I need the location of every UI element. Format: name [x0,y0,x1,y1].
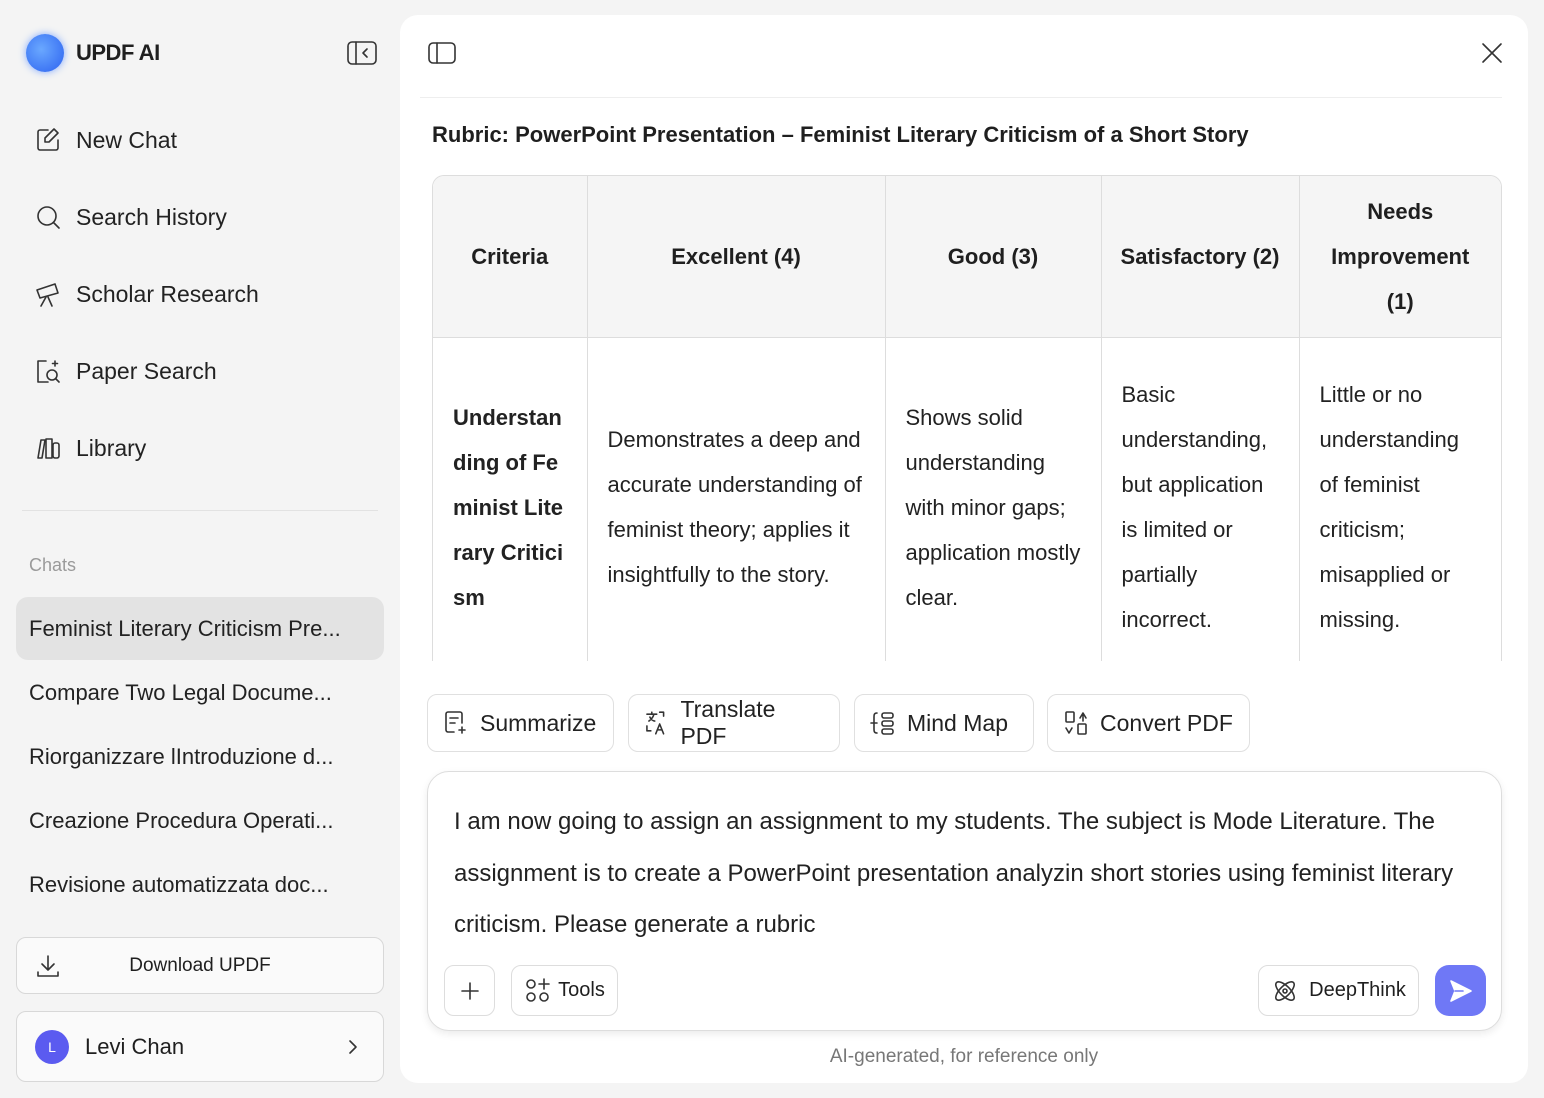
chat-item[interactable]: Revisione automatizzata doc... [29,871,329,897]
chat-input-box[interactable] [427,771,1502,1031]
rubric-title: Rubric: PowerPoint Presentation – Feminist Literary Criticism of a Short Story [432,122,1249,147]
header-satisfactory: Satisfactory (2) [1101,176,1299,337]
atom-icon [1271,977,1299,1005]
translate-icon [643,709,670,737]
header-criteria: Criteria [433,176,587,337]
header-good: Good (3) [885,176,1101,337]
cell-needs-improvement: Little or no understanding of feminist criticism; misapplied or missing. [1319,382,1459,633]
mind-map-icon [869,709,897,737]
translate-pdf-button[interactable]: Translate PDF [628,694,840,752]
close-button[interactable] [1480,41,1504,70]
nav-new-chat[interactable]: New Chat [34,120,177,160]
header-needs-improvement: Needs Improvement (1) [1299,176,1501,337]
chat-item[interactable]: Riorganizzare lIntroduzione d... [29,743,334,769]
avatar: L [35,1030,69,1064]
cell-good: Shows solid understanding with minor gaps; application mostly clear. [885,337,1101,661]
nav-scholar-research[interactable]: Scholar Research [34,274,259,314]
chat-item[interactable]: Compare Two Legal Docume... [29,679,332,705]
chat-item[interactable]: Feminist Literary Criticism Pre... [16,597,384,660]
library-icon [34,434,62,462]
chats-heading: Chats [29,555,77,575]
close-icon [1480,41,1504,65]
sidebar-divider [22,510,378,511]
disclaimer: AI-generated, for reference only [829,1046,1099,1067]
convert-icon [1062,709,1090,737]
rubric-table [432,175,1502,661]
tools-button[interactable]: Tools [511,965,618,1016]
cell-criteria: Understanding of Feminist Literary Criticism [433,337,587,661]
edit-icon [34,126,62,154]
telescope-icon [34,280,62,308]
plus-icon [460,981,480,1001]
add-attachment-button[interactable] [444,965,495,1016]
chat-item[interactable]: Creazione Procedura Operati... [29,807,334,833]
prompt-text[interactable]: I am now going to assign an assignment to my students. The subject is Mode Literature. The assignment is to create a PowerPoint presentation analyzin short stories using feminist literary criticism. Please generate a rubric [454,808,1454,938]
cell-excellent: Demonstrates a deep and accurate understanding of feminist theory; applies it insightfully to the story. [587,337,885,661]
send-button[interactable] [1435,965,1486,1016]
user-name: Levi Chan [85,1033,185,1059]
send-icon [1448,978,1474,1004]
summarize-button[interactable]: Summarize [427,694,614,752]
user-profile[interactable] [16,1011,384,1082]
search-icon [34,203,62,231]
download-icon [35,953,61,979]
nav-library[interactable]: Library [34,428,146,468]
header-excellent: Excellent (4) [587,176,885,337]
paper-search-icon [34,357,62,385]
deepthink-toggle[interactable]: DeepThink [1258,965,1419,1016]
convert-pdf-button[interactable]: Convert PDF [1047,694,1250,752]
download-updf-button[interactable]: Download UPDF [16,937,384,994]
chevron-right-icon [345,1037,361,1057]
cell-satisfactory: Basic understanding, but application is limited or partially incorrect. [1101,337,1299,661]
brand-name: UPDF AI [76,40,160,65]
header-divider [420,97,1502,98]
updf-logo [26,34,64,72]
toggle-panel-button[interactable] [427,40,457,71]
nav-paper-search[interactable]: Paper Search [34,351,217,391]
mind-map-button[interactable]: Mind Map [854,694,1034,752]
table-row [433,337,1501,661]
collapse-sidebar-button[interactable] [346,40,378,71]
nav-search-history[interactable]: Search History [34,197,227,237]
tools-icon [524,977,552,1005]
summarize-icon [442,709,470,737]
